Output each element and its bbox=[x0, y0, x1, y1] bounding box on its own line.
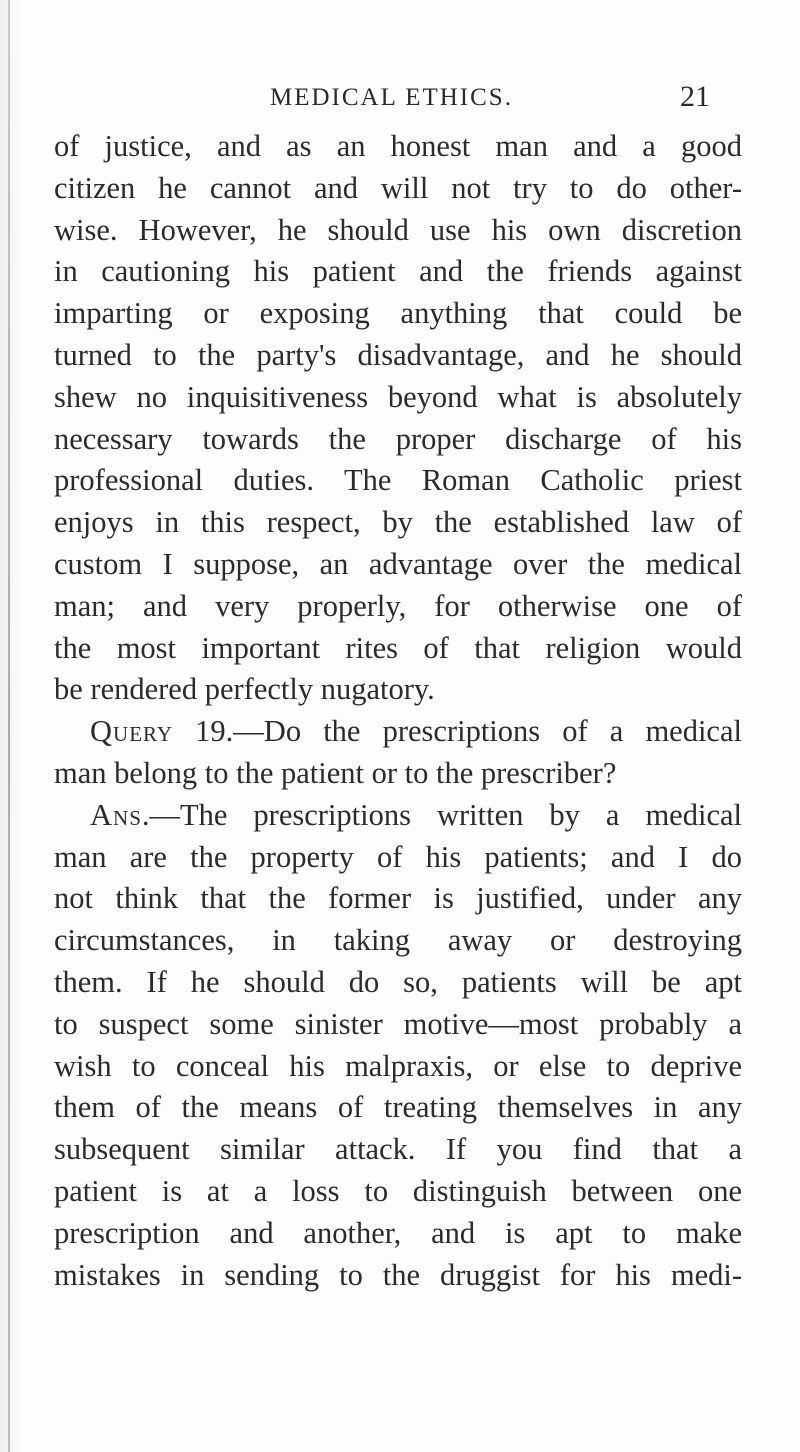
text-line: turned to the party's disadvantage, and he should bbox=[54, 337, 742, 372]
binding-edge bbox=[8, 0, 10, 1452]
text-line: man are the property of his patients; and I do bbox=[54, 839, 742, 874]
text-line: imparting or exposing anything that could be bbox=[54, 296, 742, 331]
text-line: mistakes in sending to the druggist for his medi- bbox=[54, 1257, 742, 1292]
text-line: custom I suppose, an advantage over the medical bbox=[54, 546, 742, 581]
query-text: 19.—Do the prescriptions of a medical bbox=[173, 714, 742, 749]
text-line: them. If he should do so, patients will be apt bbox=[54, 964, 742, 999]
answer-label: Ans bbox=[90, 797, 142, 832]
text-line: wish to conceal his malpraxis, or else to deprive bbox=[54, 1048, 742, 1083]
text-line: them of the means of treating themselves in any bbox=[54, 1090, 742, 1125]
query-label: Query bbox=[90, 714, 174, 749]
text-line: not think that the former is justified, under any bbox=[54, 881, 742, 916]
answer-line bbox=[54, 795, 742, 837]
text-line: subsequent similar attack. If you find that a bbox=[54, 1132, 742, 1167]
page-number: 21 bbox=[680, 80, 710, 113]
paragraph-end-line: be rendered perfectly nugatory. bbox=[54, 672, 435, 707]
text-line: of justice, and as an honest man and a good bbox=[54, 129, 742, 163]
text-line: man; and very properly, for otherwise one of bbox=[54, 588, 742, 623]
text-line: the most important rites of that religion would bbox=[54, 630, 742, 665]
answer-text: .—The prescriptions written by a medical bbox=[141, 797, 742, 832]
text-line: enjoys in this respect, by the established law of bbox=[54, 505, 742, 540]
text-line: to suspect some sinister motive—most probably a bbox=[54, 1006, 742, 1041]
running-head-title: MEDICAL ETHICS. bbox=[270, 84, 513, 111]
text-line: wise. However, he should use his own discretion bbox=[54, 212, 742, 247]
text-line: necessary towards the proper discharge of his bbox=[54, 421, 742, 456]
text-line: prescription and another, and is apt to make bbox=[54, 1215, 742, 1250]
text-line: circumstances, in taking away or destroying bbox=[54, 923, 742, 958]
text-line: patient is at a loss to distinguish between one bbox=[54, 1173, 742, 1208]
query-line bbox=[54, 711, 742, 753]
text-line: citizen he cannot and will not try to do other- bbox=[54, 170, 742, 205]
text-line: professional duties. The Roman Catholic priest bbox=[54, 463, 742, 498]
gutter-shadow bbox=[0, 0, 22, 1452]
text-line: shew no inquisitiveness beyond what is absolutely bbox=[54, 379, 742, 414]
body-text bbox=[54, 126, 742, 1296]
running-head bbox=[270, 80, 710, 118]
paragraph-end-line: man belong to the patient or to the prescriber? bbox=[54, 755, 617, 790]
text-line: in cautioning his patient and the friends against bbox=[54, 254, 742, 289]
